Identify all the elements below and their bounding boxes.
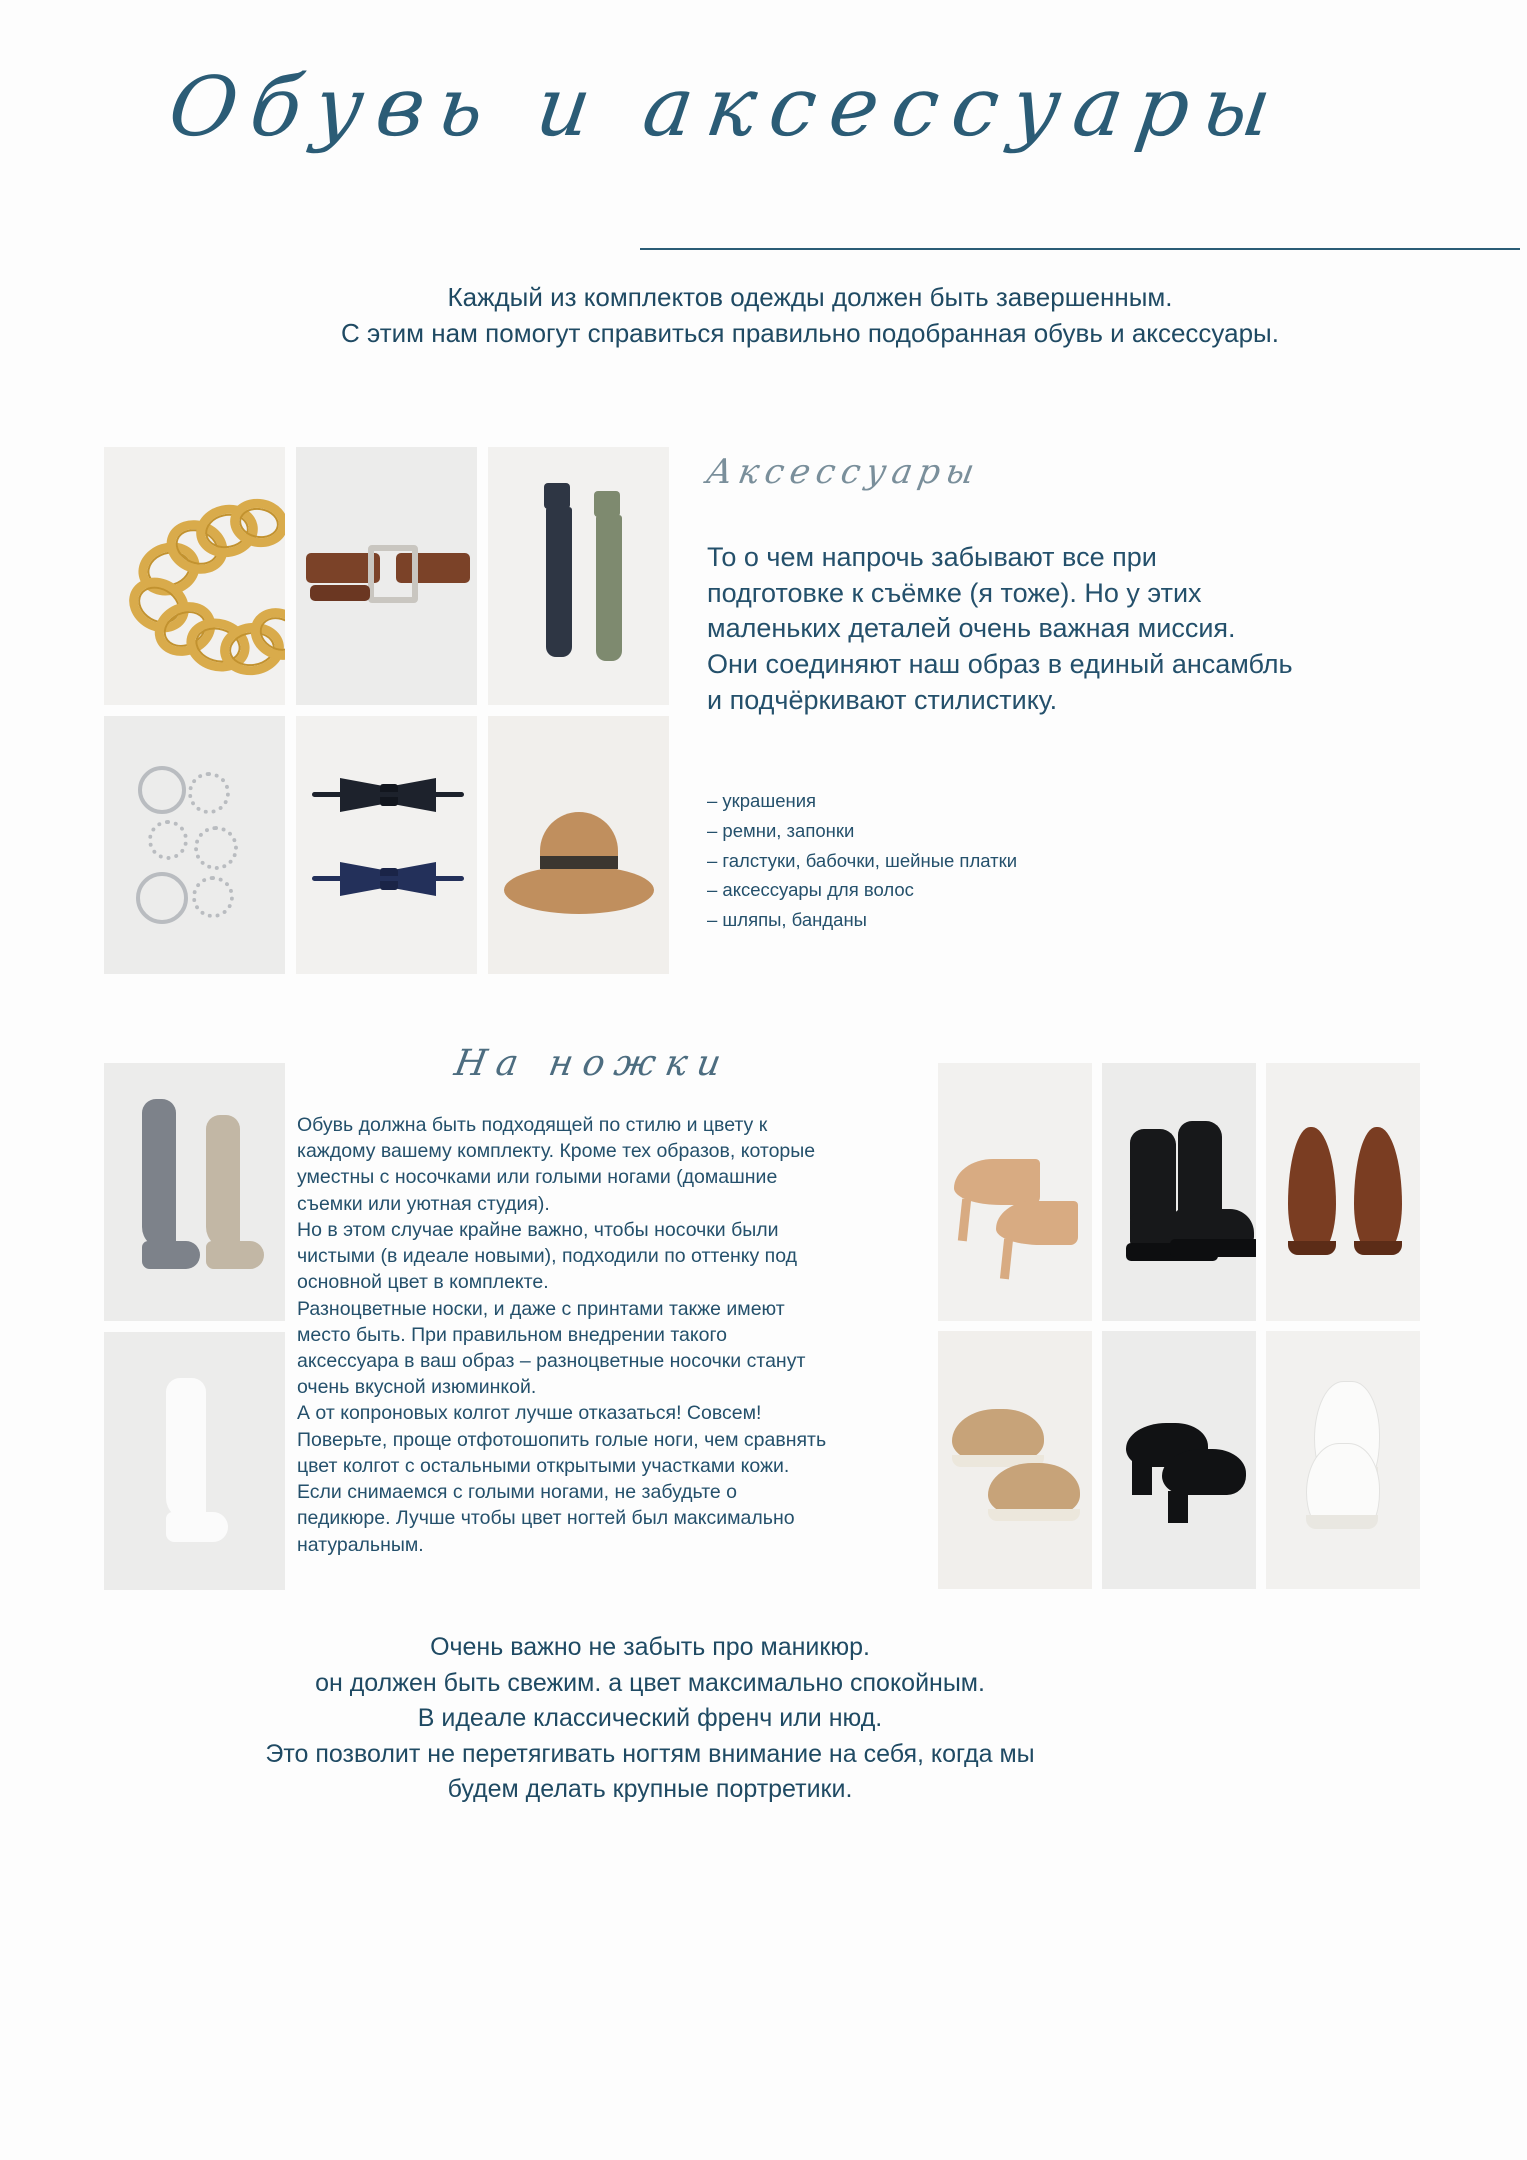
shoes-photo-grid <box>938 1063 1421 1589</box>
neckties-photo <box>488 447 669 705</box>
outro-line: Это позволит не перетягивать ногтям внимание на себя, когда мы <box>265 1739 1035 1768</box>
page-title: Обувь и аксессуары <box>163 60 1291 155</box>
gold-chain-necklace-photo <box>104 447 285 705</box>
shoes-body-line: основной цвет в комплекте. <box>297 1271 549 1294</box>
socks-photo-column <box>104 1063 285 1601</box>
shoes-body-line: цвет колгот с остальными открытыми участками кожи. <box>297 1454 790 1477</box>
accessories-body-line: и подчёркивают стилистику. <box>707 684 1058 715</box>
outro-line: Очень важно не забыть про маникюр. <box>430 1633 870 1661</box>
shoes-body-line: педикюре. Лучше чтобы цвет ногтей был максимально <box>297 1507 795 1530</box>
shoes-body-line: Разноцветные носки, и даже с принтами также имеют <box>297 1297 785 1320</box>
intro-paragraph <box>150 280 1470 352</box>
shoes-script-title: На ножки <box>451 1043 734 1084</box>
accessories-body <box>707 540 1497 718</box>
shoes-body <box>297 1112 897 1558</box>
accessories-photo-grid <box>104 447 671 974</box>
white-sneakers-photo <box>1266 1331 1420 1589</box>
list-item: – галстуки, бабочки, шейные платки <box>707 849 1018 871</box>
shoes-body-line: А от копроновых колгот лучше отказаться! Совсем! <box>297 1402 762 1425</box>
intro-line-1: Каждый из комплектов одежды должен быть завершенным. <box>447 282 1173 312</box>
shoes-body-line: место быть. При правильном внедрении такого <box>297 1323 727 1346</box>
brown-derby-shoes-photo <box>1266 1063 1420 1321</box>
white-socks-photo <box>104 1332 285 1590</box>
outro-line: будем делать крупные портретики. <box>447 1775 853 1803</box>
shoes-body-line: каждому вашему комплекту. Кроме тех образов, которые <box>297 1140 816 1163</box>
beige-heeled-pumps-photo <box>938 1063 1092 1321</box>
camel-fedora-hat-photo <box>488 716 669 974</box>
shoes-body-line: уместны с носочками или голыми ногами (домашние <box>297 1166 778 1189</box>
black-chelsea-boots-photo <box>1102 1063 1256 1321</box>
beige-suede-sneakers-photo <box>938 1331 1092 1589</box>
brown-leather-belt-photo <box>296 447 477 705</box>
silver-hoop-earrings-photo <box>104 716 285 974</box>
shoes-body-line: Обувь должна быть подходящей по стилю и цвету к <box>297 1114 768 1136</box>
shoes-body-line: натуральным. <box>297 1533 424 1556</box>
outro-paragraph <box>110 1630 1190 1808</box>
intro-line-2: С этим нам помогут справиться правильно подобранная обувь и аксессуары. <box>341 317 1279 348</box>
shoes-body-line: Но в этом случае крайне важно, чтобы носочки были <box>297 1218 779 1241</box>
accessories-script-title: Аксессуары <box>703 452 984 492</box>
shoes-body-line: аксессуара в ваш образ – разноцветные носочки станут <box>297 1349 806 1372</box>
title-divider <box>640 248 1520 250</box>
accessories-body-line: подготовке к съёмке (я тоже). Но у этих <box>707 577 1202 608</box>
list-item: – украшения <box>707 790 817 811</box>
accessories-body-line: То о чем напрочь забывают все при <box>707 542 1157 572</box>
black-block-heel-loafers-photo <box>1102 1331 1256 1589</box>
shoes-body-line: чистыми (в идеале новыми), подходили по оттенку под <box>297 1245 797 1268</box>
shoes-body-line: Если снимаемся с голыми ногами, не забудьте о <box>297 1481 738 1504</box>
list-item: – аксессуары для волос <box>707 879 914 901</box>
bow-ties-photo <box>296 716 477 974</box>
list-item: – шляпы, банданы <box>707 909 867 931</box>
shoes-body-line: съемки или уютная студия). <box>297 1192 550 1215</box>
accessories-list <box>707 786 1407 935</box>
list-item: – ремни, запонки <box>707 819 855 841</box>
shoes-body-line: очень вкусной изюминкой. <box>297 1376 537 1399</box>
accessories-body-line: маленьких деталей очень важная миссия. <box>707 613 1236 644</box>
outro-line: он должен быть свежим. а цвет максимально спокойным. <box>315 1668 985 1697</box>
accessories-body-line: Они соединяют наш образ в единый ансамбль <box>707 648 1293 679</box>
grey-and-beige-socks-photo <box>104 1063 285 1321</box>
outro-line: В идеале классический френч или нюд. <box>417 1704 883 1732</box>
shoes-body-line: Поверьте, проще отфотошопить голые ноги, чем сравнять <box>297 1428 827 1451</box>
